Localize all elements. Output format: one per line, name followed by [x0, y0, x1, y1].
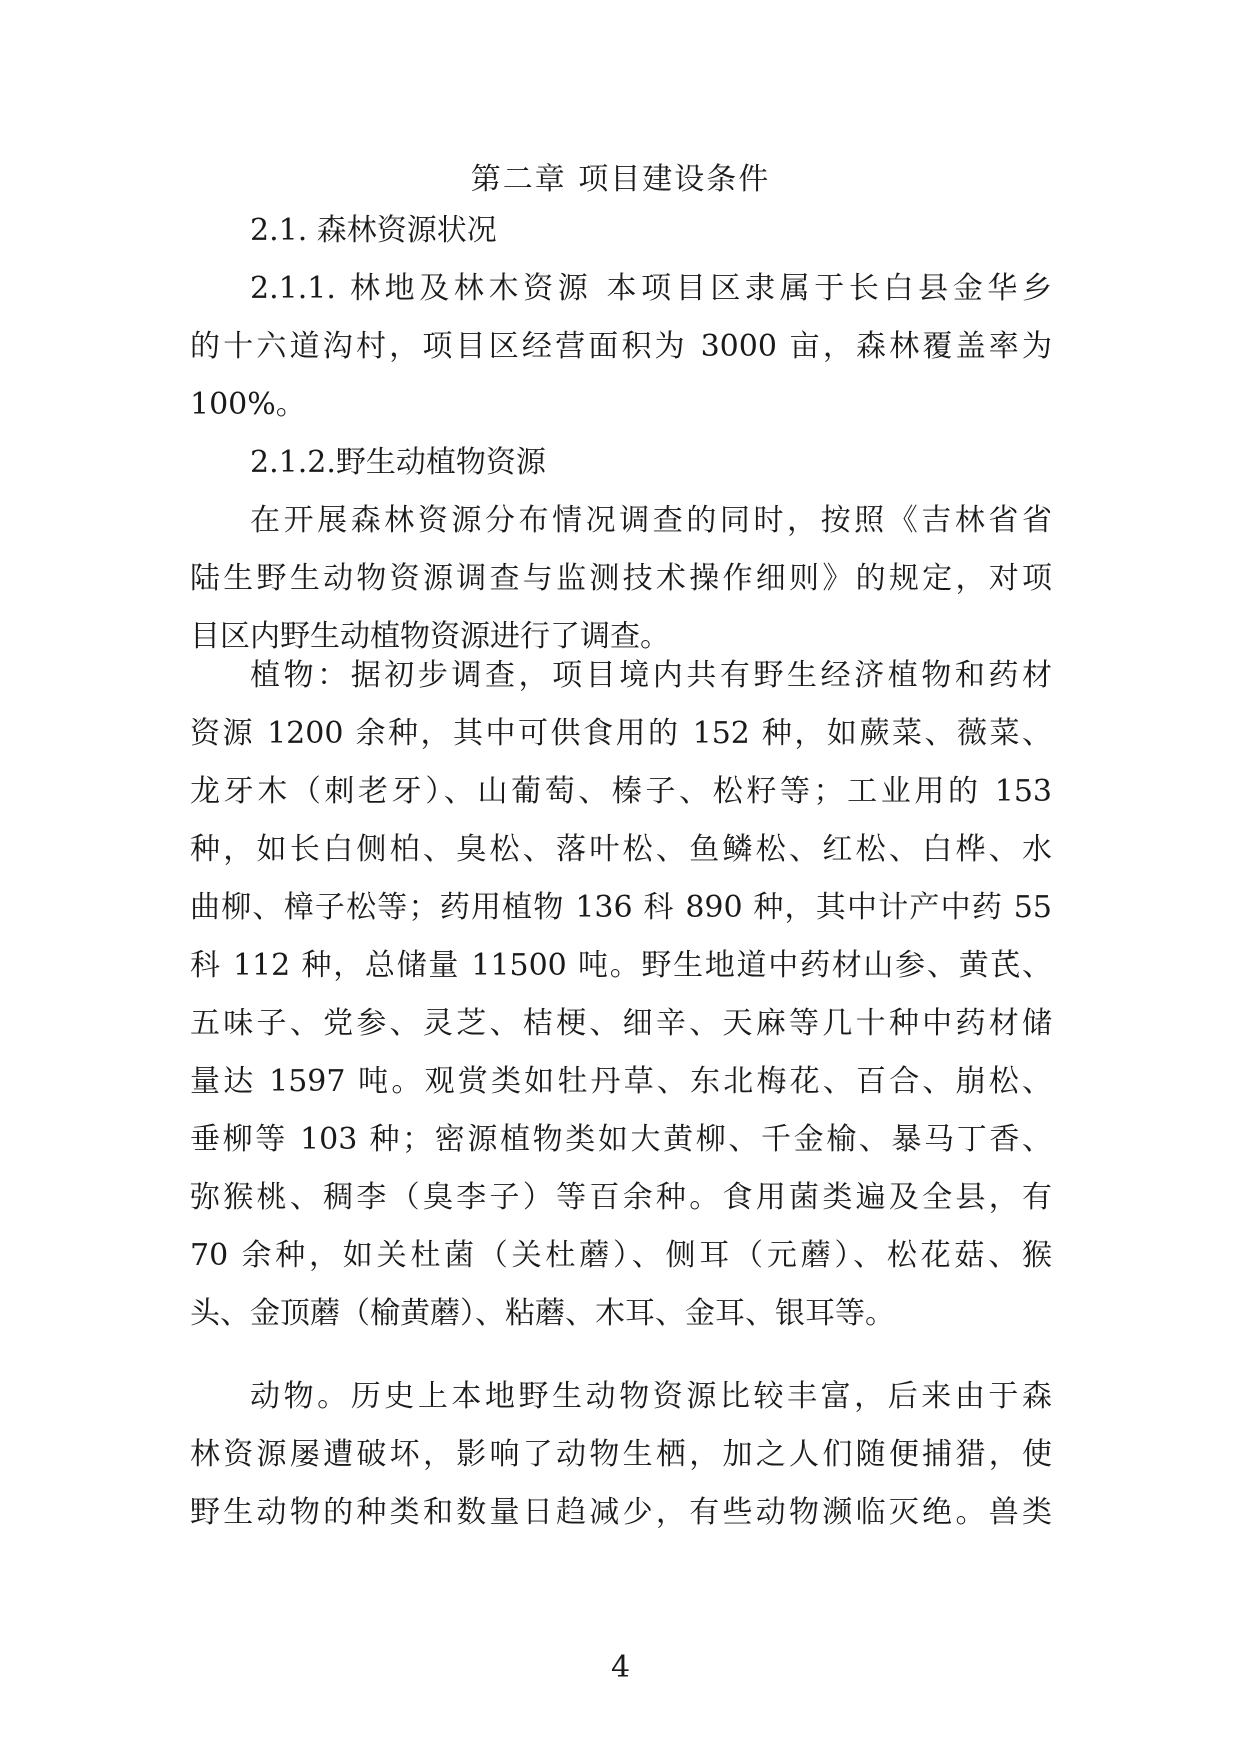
paragraph-line: 野生动物的种类和数量日趋减少，有些动物濒临灭绝。兽类 [190, 1495, 1052, 1530]
paragraph-line: 量达 1597 吨。观赏类如牡丹草、东北梅花、百合、崩松、 [190, 1064, 1052, 1099]
paragraph-line: 林资源屡遭破坏，影响了动物生栖，加之人们随便捕猎，使 [190, 1437, 1052, 1472]
paragraph-line: 100%。 [190, 387, 306, 422]
paragraph-line: 资源 1200 余种，其中可供食用的 152 种，如蕨菜、薇菜、 [190, 716, 1052, 751]
paragraph-line: 五味子、党参、灵芝、桔梗、细辛、天麻等几十种中药材储 [190, 1006, 1052, 1041]
paragraph-line: 在开展森林资源分布情况调查的同时，按照《吉林省省 [250, 503, 1052, 538]
section-heading-text: 2.1.2.野生动植物资源 [250, 445, 546, 480]
chapter-title: 第二章 项目建设条件 [470, 162, 771, 197]
paragraph-survey [190, 492, 1052, 666]
paragraph-line: 植物：据初步调查，项目境内共有野生经济植物和药材 [250, 658, 1052, 693]
paragraph-line: 种，如长白侧柏、臭松、落叶松、鱼鳞松、红松、白桦、水 [190, 832, 1052, 867]
paragraph-line: 动物。历史上本地野生动物资源比较丰富，后来由于森 [250, 1379, 1052, 1414]
paragraph-forest-land [190, 260, 1052, 434]
paragraph-plants [190, 647, 1052, 1343]
paragraph-line: 头、金顶蘑（榆黄蘑）、粘蘑、木耳、金耳、银耳等。 [190, 1296, 895, 1331]
paragraph-line: 2.1.1. 林地及林木资源 本项目区隶属于长白县金华乡 [250, 271, 1052, 306]
paragraph-line: 科 112 种，总储量 11500 吨。野生地道中药材山参、黄芪、 [190, 948, 1052, 983]
section-heading-2-1 [190, 202, 1052, 260]
paragraph-line: 弥猴桃、稠李（臭李子）等百余种。食用菌类遍及全县，有 [190, 1180, 1052, 1215]
page-number: 4 [610, 1650, 631, 1685]
paragraph-line: 目区内野生动植物资源进行了调查。 [190, 619, 670, 654]
paragraph-line: 龙牙木（刺老牙）、山葡萄、榛子、松籽等；工业用的 153 [190, 774, 1052, 809]
paragraph-line: 陆生野生动物资源调查与监测技术操作细则》的规定，对项 [190, 561, 1052, 596]
paragraph-line: 垂柳等 103 种；密源植物类如大黄柳、千金榆、暴马丁香、 [190, 1122, 1052, 1157]
paragraph-line: 70 余种，如关杜菌（关杜蘑）、侧耳（元蘑）、松花菇、猴 [190, 1238, 1052, 1273]
section-heading-2-1-2 [190, 434, 1052, 492]
paragraph-animals [190, 1368, 1052, 1542]
paragraph-line: 曲柳、樟子松等；药用植物 136 科 890 种，其中计产中药 55 [190, 890, 1052, 925]
paragraph-line: 的十六道沟村，项目区经营面积为 3000 亩，森林覆盖率为 [190, 329, 1052, 364]
section-heading-text: 2.1. 森林资源状况 [250, 213, 497, 248]
